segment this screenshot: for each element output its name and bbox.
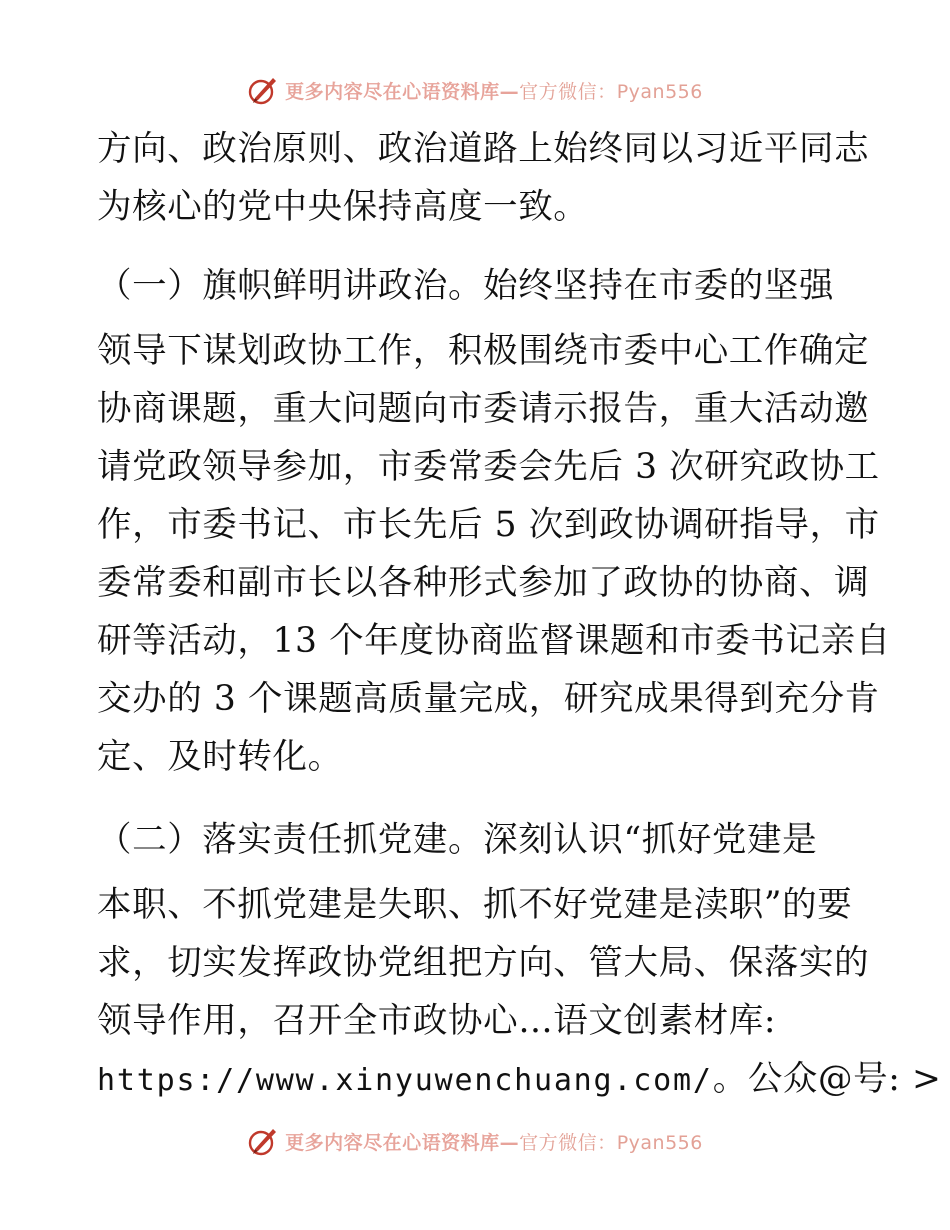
body-line: 本职、不抓党建是失职、抓不好党建是渎职”的要 <box>97 885 853 925</box>
body-line: 协商课题，重大问题向市委请示报告，重大活动邀 <box>97 389 870 429</box>
watermark-brand: 更多内容尽在心语资料库 <box>285 80 500 103</box>
header-watermark <box>0 70 950 110</box>
watermark-separator: — <box>499 80 520 103</box>
watermark-wechat-label: 官方微信： <box>519 80 617 103</box>
url-suffix-text: 。公众@号: > <box>712 1059 942 1099</box>
watermark-wechat-label: 官方微信： <box>519 1131 617 1154</box>
watermark-text <box>285 1128 703 1155</box>
watermark-text <box>285 77 703 104</box>
body-line: 作，市委书记、市长先后 5 次到政协调研指导，市 <box>97 505 880 545</box>
paragraph-heading-line: （二）落实责任抓党建。深刻认识“抓好党建是 <box>97 820 818 860</box>
watermark-brand: 更多内容尽在心语资料库 <box>285 1131 500 1154</box>
watermark-wechat-id: Pyan556 <box>616 1131 703 1154</box>
watermark-wechat-id: Pyan556 <box>616 80 703 103</box>
footer-watermark <box>0 1121 950 1161</box>
document-body <box>97 120 942 1108</box>
quill-pen-icon <box>247 1125 279 1157</box>
body-line: 求，切实发挥政协党组把方向、管大局、保落实的 <box>97 943 870 983</box>
body-line: 定、及时转化。 <box>97 737 343 777</box>
body-line: 请党政领导参加，市委常委会先后 3 次研究政协工 <box>97 447 880 487</box>
body-line: 领导作用，召开全市政协心…语文创素材库: <box>97 1001 777 1041</box>
url-line <box>97 1050 942 1108</box>
body-line: 为核心的党中央保持高度一致。 <box>97 187 589 227</box>
watermark-separator: — <box>499 1131 520 1154</box>
body-line: 方向、政治原则、政治道路上始终同以习近平同志 <box>97 129 870 169</box>
source-url-link[interactable]: https://www.xinyuwenchuang.com/ <box>97 1063 713 1098</box>
body-line: 交办的 3 个课题高质量完成，研究成果得到充分肯 <box>97 679 880 719</box>
paragraph-heading-line: （一）旗帜鲜明讲政治。始终坚持在市委的坚强 <box>97 266 835 306</box>
body-line: 领导下谋划政协工作，积极围绕市委中心工作确定 <box>97 331 870 371</box>
body-line: 委常委和副市长以各种形式参加了政协的协商、调 <box>97 563 870 603</box>
quill-pen-icon <box>247 74 279 106</box>
body-line: 研等活动，13 个年度协商监督课题和市委书记亲自 <box>97 621 891 661</box>
